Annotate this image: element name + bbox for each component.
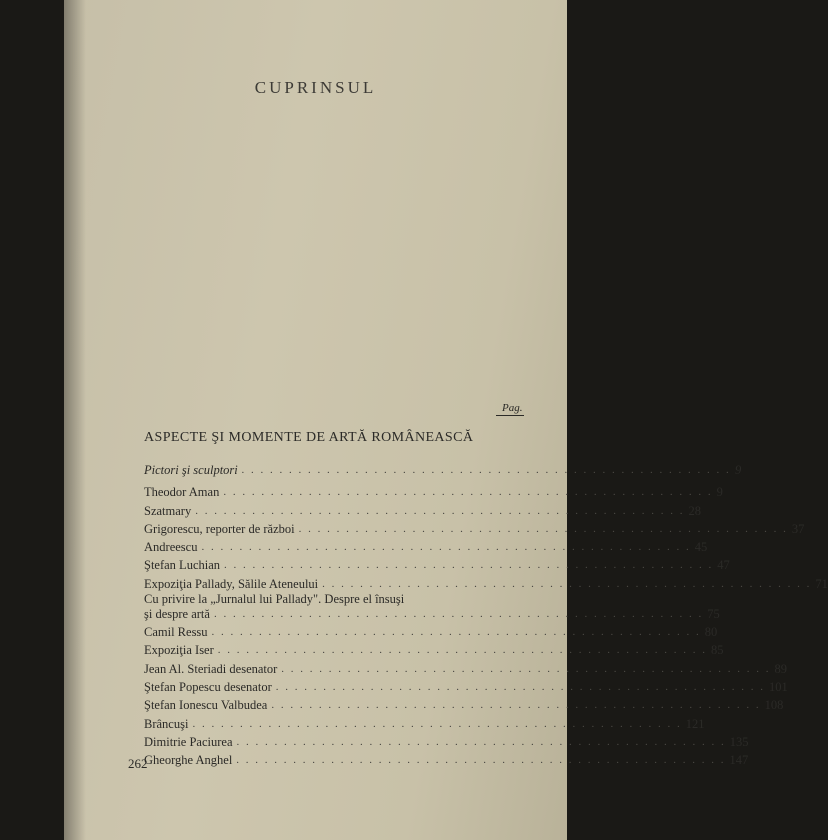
toc-leader-dots: . . . . . . . . . . . . . . . . . . . . . . . . . . . . . . . . . . . . . . . . . . . . . . . . . . . . (217, 644, 708, 657)
toc-entry (144, 555, 730, 573)
toc-entry (144, 482, 723, 500)
toc-leader-dots: . . . . . . . . . . . . . . . . . . . . . . . . . . . . . . . . . . . . . . . . . . . . . . . . . . . . (236, 735, 726, 748)
toc-leader-dots: . . . . . . . . . . . . . . . . . . . . . . . . . . . . . . . . . . . . . . . . . . . . . . . . . . . . (192, 717, 682, 730)
toc-page-number: 85 (711, 643, 724, 658)
toc-leader-dots: . . . . . . . . . . . . . . . . . . . . . . . . . . . . . . . . . . . . . . . . . . . . . . . . . . . . (241, 464, 731, 476)
toc-entry (144, 537, 708, 555)
toc-subsection-title: Pictori şi sculptori (144, 463, 238, 477)
book-page (64, 0, 828, 840)
toc-entry (144, 695, 784, 713)
toc-entry (144, 573, 828, 591)
toc-page-number: 101 (769, 679, 788, 694)
toc-entry (144, 732, 749, 750)
toc-entry-title: Ştefan Ionescu Valbudea (144, 698, 268, 713)
toc-leader-dots: . . . . . . . . . . . . . . . . . . . . . . . . . . . . . . . . . . . . . . . . . . . . . . . . . . . . (195, 504, 685, 517)
toc-leader-dots: . . . . . . . . . . . . . . . . . . . . . . . . . . . . . . . . . . . . . . . . . . . . . . . . . . . . (223, 486, 713, 499)
toc-leader-dots: . . . . . . . . . . . . . . . . . . . . . . . . . . . . . . . . . . . . . . . . . . . . . . . . . . . . (201, 541, 691, 554)
toc-entry-title: Cu privire la „Jurnalul lui Pallady". Despre el însuşi (144, 591, 405, 606)
toc-subsection (144, 456, 742, 478)
toc-entry-title: Szatmary (144, 503, 192, 518)
toc-leader-dots: . . . . . . . . . . . . . . . . . . . . . . . . . . . . . . . . . . . . . . . . . . . . . . . . . . . . (236, 754, 726, 767)
toc-entry-continuation (144, 606, 720, 622)
toc-page-number: 47 (717, 558, 730, 573)
toc-leader-dots: . . . . . . . . . . . . . . . . . . . . . . . . . . . . . . . . . . . . . . . . . . . . . . . . . . . . (275, 680, 765, 693)
toc-entry (144, 677, 788, 695)
spine-shadow (64, 0, 86, 840)
toc-entry (144, 658, 788, 676)
section-title: ASPECTE ŞI MOMENTE DE ARTĂ ROMÂNEASCĂ (144, 430, 474, 445)
toc-page-number: 121 (685, 716, 705, 731)
toc-entry-title: Theodor Aman (144, 485, 220, 500)
table-of-contents (144, 456, 828, 768)
toc-entry (144, 640, 724, 658)
page-title: CUPRINSUL (254, 78, 377, 97)
toc-entry-title: Ştefan Luchian (144, 558, 221, 573)
toc-entry-title: Expoziţia Iser (144, 643, 214, 658)
toc-leader-dots: . . . . . . . . . . . . . . . . . . . . . . . . . . . . . . . . . . . . . . . . . . . . . . . . . . . . (211, 626, 701, 639)
toc-leader-dots: . . . . . . . . . . . . . . . . . . . . . . . . . . . . . . . . . . . . . . . . . . . . . . . . . . . . (298, 522, 788, 535)
toc-page-number: 147 (729, 753, 749, 768)
toc-page-number: 9 (735, 463, 742, 477)
toc-entry (144, 591, 720, 622)
page-column-label: Pag. (496, 402, 524, 416)
toc-entry-title-line2: şi despre artă (144, 606, 210, 621)
toc-entry (144, 750, 749, 768)
toc-entry-title: Jean Al. Steriadi desenator (144, 661, 278, 676)
toc-page-number: 37 (791, 521, 805, 536)
toc-page-number: 71 (815, 576, 828, 591)
toc-entry-title: Andreescu (144, 540, 198, 555)
toc-page-number: 135 (729, 734, 749, 749)
toc-leader-dots: . . . . . . . . . . . . . . . . . . . . . . . . . . . . . . . . . . . . . . . . . . . . . . . . . . . . (213, 607, 704, 620)
toc-page-number: 80 (704, 625, 718, 640)
toc-entry (144, 622, 718, 640)
toc-entry-title: Expoziţia Pallady, Sălile Ateneului (144, 576, 319, 591)
toc-entry-title: Ştefan Popescu desenator (144, 679, 272, 694)
toc-entry-title: Camil Ressu (144, 625, 208, 640)
toc-entry-title: Grigorescu, reporter de război (144, 521, 295, 536)
toc-page-number: 28 (688, 503, 701, 518)
toc-page-number: 45 (694, 540, 708, 555)
toc-leader-dots: . . . . . . . . . . . . . . . . . . . . . . . . . . . . . . . . . . . . . . . . . . . . . . . . . . . . (224, 559, 714, 572)
toc-entry-title: Brâncuşi (144, 716, 189, 731)
toc-entry (144, 500, 701, 518)
page-folio-number: 262 (128, 756, 148, 771)
toc-leader-dots: . . . . . . . . . . . . . . . . . . . . . . . . . . . . . . . . . . . . . . . . . . . . . . . . . . . . (281, 662, 771, 675)
toc-leader-dots: . . . . . . . . . . . . . . . . . . . . . . . . . . . . . . . . . . . . . . . . . . . . . . . . . . . . (322, 577, 812, 590)
toc-page-number: 9 (716, 485, 723, 500)
toc-entry-title: Gheorghe Anghel (144, 753, 233, 768)
toc-leader-dots: . . . . . . . . . . . . . . . . . . . . . . . . . . . . . . . . . . . . . . . . . . . . . . . . . . . . (271, 699, 761, 712)
toc-page-number: 75 (707, 606, 720, 621)
toc-page-number: 89 (774, 661, 788, 676)
toc-page-number: 108 (764, 698, 784, 713)
toc-entry (144, 519, 805, 537)
toc-entry (144, 713, 705, 731)
toc-entry-title: Dimitrie Paciurea (144, 734, 233, 749)
